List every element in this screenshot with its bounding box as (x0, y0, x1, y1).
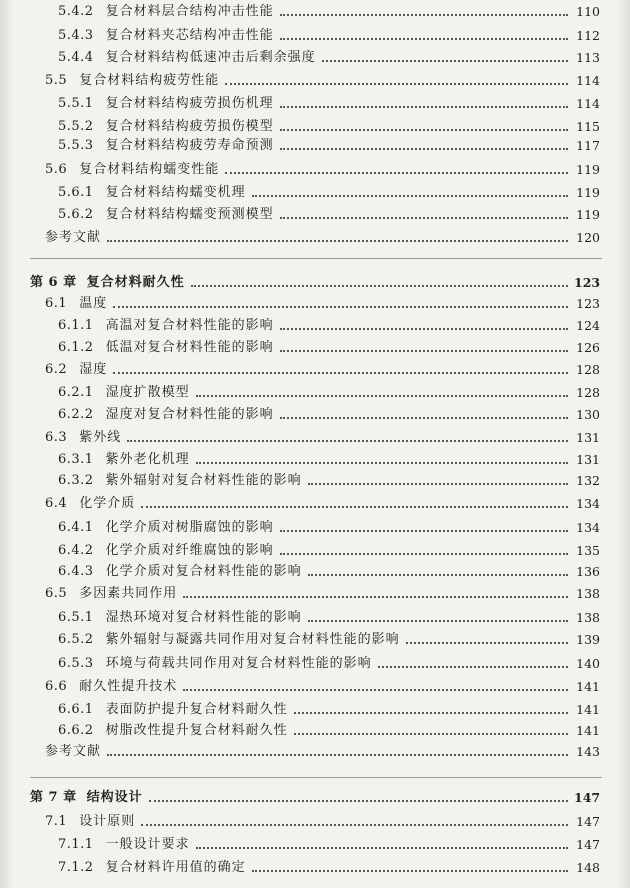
entry-title: 复合材料结构疲劳性能 (79, 73, 220, 88)
page-number: 143 (576, 744, 600, 759)
entry-number: 6.6.1 (58, 702, 94, 717)
toc-entry[interactable] (45, 290, 600, 312)
entry-number: 6.5.1 (58, 610, 94, 625)
dot-leader (113, 372, 568, 374)
entry-title: 表面防护提升复合材料耐久性 (105, 702, 288, 717)
toc-entry[interactable] (58, 717, 600, 739)
entry-title: 化学介质对复合材料性能的影响 (105, 564, 302, 579)
entry-number: 6.4 (45, 496, 68, 511)
toc-entry[interactable] (58, 626, 600, 648)
entry-title: 环境与荷载共同作用对复合材料性能的影响 (105, 656, 372, 671)
entry-number: 5.5 (45, 73, 68, 88)
dot-leader (141, 824, 568, 826)
entry-title: 树脂改性提升复合材料耐久性 (105, 723, 288, 738)
entry-title: 湿度扩散模型 (105, 385, 190, 400)
toc-chapter[interactable] (30, 784, 600, 806)
page-number: 119 (576, 207, 600, 222)
entry-number: 5.4.2 (58, 4, 94, 19)
dot-leader (149, 800, 568, 802)
toc-entry[interactable] (45, 67, 600, 89)
entry-number: 6.1.1 (58, 318, 94, 333)
toc-entry[interactable] (58, 514, 600, 536)
dot-leader (225, 83, 568, 85)
toc-entry[interactable] (58, 379, 600, 401)
entry-number: 5.4.3 (58, 28, 94, 43)
dot-leader (141, 506, 568, 508)
entry-title: 结构设计 (86, 790, 143, 805)
entry-title: 复合材料结构疲劳寿命预测 (105, 138, 274, 153)
dot-leader (113, 306, 568, 308)
dot-leader (280, 530, 568, 532)
dot-leader (196, 395, 568, 397)
entry-number: 6.2.2 (58, 407, 94, 422)
dot-leader (294, 733, 568, 735)
entry-number: 6.3.1 (58, 452, 94, 467)
dot-leader (280, 148, 568, 150)
entry-title: 复合材料耐久性 (86, 275, 185, 290)
entry-number: 6.5 (45, 586, 68, 601)
dot-leader (280, 14, 568, 16)
page-number: 141 (576, 723, 600, 738)
entry-title: 化学介质 (79, 496, 136, 511)
entry-title: 紫外辐射对复合材料性能的影响 (105, 473, 302, 488)
dot-leader (322, 60, 568, 62)
entry-title: 参考文献 (45, 744, 102, 759)
entry-number: 7.1 (45, 814, 68, 829)
toc-entry[interactable] (58, 132, 600, 154)
dot-leader (280, 553, 568, 555)
dot-leader (280, 38, 568, 40)
dot-leader (107, 754, 568, 756)
dot-leader (294, 712, 568, 714)
page-number: 110 (576, 4, 600, 19)
page-number: 128 (576, 385, 600, 400)
entry-title: 紫外辐射与凝露共同作用对复合材料性能的影响 (105, 632, 400, 647)
entry-number: 第 6 章 (30, 275, 77, 290)
entry-number: 第 7 章 (30, 790, 77, 805)
toc-entry[interactable] (45, 808, 600, 830)
entry-title: 湿热环境对复合材料性能的影响 (105, 610, 302, 625)
toc-entry[interactable] (45, 580, 600, 602)
entry-number: 5.5.3 (58, 138, 94, 153)
dot-leader (280, 328, 568, 330)
entry-number: 6.1 (45, 296, 68, 311)
page-number: 141 (576, 679, 600, 694)
page-number: 131 (576, 430, 600, 445)
dot-leader (183, 596, 568, 598)
page-number: 139 (576, 632, 600, 647)
dot-leader (225, 172, 568, 174)
dot-leader (406, 642, 568, 644)
page-number: 134 (576, 520, 600, 535)
page-number: 115 (576, 119, 600, 134)
entry-title: 化学介质对纤维腐蚀的影响 (105, 543, 274, 558)
dot-leader (252, 195, 568, 197)
page-number: 136 (576, 564, 600, 579)
page-number: 123 (576, 296, 600, 311)
entry-title: 多因素共同作用 (79, 586, 178, 601)
entry-number: 6.5.2 (58, 632, 94, 647)
toc-chapter[interactable] (30, 269, 600, 291)
toc-entry[interactable] (58, 201, 600, 223)
dot-leader (308, 483, 568, 485)
entry-title: 复合材料结构低速冲击后剩余强度 (105, 50, 316, 65)
toc-entry[interactable] (45, 156, 600, 178)
entry-number: 6.1.2 (58, 340, 94, 355)
entry-number: 6.5.3 (58, 656, 94, 671)
page-number: 141 (576, 702, 600, 717)
entry-title: 复合材料结构蠕变机理 (105, 185, 246, 200)
page-number: 113 (576, 50, 600, 65)
toc-entry[interactable] (58, 558, 600, 580)
dot-leader (280, 106, 568, 108)
page-number: 128 (576, 362, 600, 377)
entry-number: 6.4.3 (58, 564, 94, 579)
page-number: 147 (576, 837, 600, 852)
dot-leader (252, 870, 568, 872)
entry-number: 5.5.2 (58, 119, 94, 134)
page-number: 131 (576, 452, 600, 467)
toc-entry[interactable] (58, 90, 600, 112)
entry-number: 6.6 (45, 679, 68, 694)
page-number: 135 (576, 543, 600, 558)
entry-number: 6.3.2 (58, 473, 94, 488)
page-number: 119 (576, 162, 600, 177)
page-number: 147 (574, 790, 601, 805)
toc-entry[interactable] (58, 696, 600, 718)
page-number: 119 (576, 185, 600, 200)
dot-leader (196, 462, 568, 464)
dot-leader (280, 417, 568, 419)
toc-entry[interactable] (45, 490, 600, 512)
dot-leader (308, 574, 568, 576)
toc-entry[interactable] (58, 446, 600, 468)
toc-entry[interactable] (58, 22, 600, 44)
toc-entry[interactable] (58, 0, 600, 20)
dot-leader (107, 240, 568, 242)
toc-entry[interactable] (58, 467, 600, 489)
toc-entry[interactable] (45, 673, 600, 695)
dot-leader (196, 847, 568, 849)
page-number: 130 (576, 407, 600, 422)
entry-number: 5.5.1 (58, 96, 94, 111)
dot-leader (280, 350, 568, 352)
toc-entry[interactable] (58, 179, 600, 201)
entry-title: 复合材料许用值的确定 (105, 860, 246, 875)
toc-entry[interactable] (58, 854, 600, 876)
entry-title: 紫外老化机理 (105, 452, 190, 467)
dot-leader (308, 620, 568, 622)
entry-title: 紫外线 (79, 430, 122, 445)
entry-title: 复合材料结构疲劳损伤机理 (105, 96, 274, 111)
dot-leader (280, 217, 568, 219)
toc-entry[interactable] (58, 604, 600, 626)
page-number: 124 (576, 318, 600, 333)
page-number: 114 (576, 96, 600, 111)
page-number: 132 (576, 473, 600, 488)
entry-number: 6.4.2 (58, 543, 94, 558)
entry-number: 6.3 (45, 430, 68, 445)
entry-title: 复合材料结构疲劳损伤模型 (105, 119, 274, 134)
entry-title: 耐久性提升技术 (79, 679, 178, 694)
toc-entry[interactable] (45, 356, 600, 378)
page-number: 117 (576, 138, 600, 153)
entry-number: 6.2 (45, 362, 68, 377)
page-number: 126 (576, 340, 600, 355)
entry-number: 6.2.1 (58, 385, 94, 400)
page-number: 148 (576, 860, 600, 875)
page-number: 112 (576, 28, 600, 43)
entry-number: 5.6 (45, 162, 68, 177)
toc-entry[interactable] (45, 424, 600, 446)
toc-entry[interactable] (58, 312, 600, 334)
toc-entry[interactable] (58, 650, 600, 672)
toc-entry[interactable] (58, 334, 600, 356)
page-number: 123 (574, 275, 601, 290)
entry-title: 一般设计要求 (105, 837, 190, 852)
toc-entry[interactable] (58, 401, 600, 423)
entry-number: 7.1.1 (58, 837, 94, 852)
toc-references[interactable] (45, 738, 600, 760)
toc-references[interactable] (45, 224, 600, 246)
entry-title: 高温对复合材料性能的影响 (105, 318, 274, 333)
page-number: 120 (576, 230, 600, 245)
dot-leader (191, 285, 568, 287)
entry-title: 复合材料结构蠕变性能 (79, 162, 220, 177)
toc-entry[interactable] (58, 537, 600, 559)
dot-leader (183, 689, 568, 691)
page-number: 147 (576, 814, 600, 829)
entry-title: 参考文献 (45, 230, 102, 245)
entry-number: 6.6.2 (58, 723, 94, 738)
entry-title: 设计原则 (79, 814, 136, 829)
entry-title: 化学介质对树脂腐蚀的影响 (105, 520, 274, 535)
page-number: 140 (576, 656, 600, 671)
entry-number: 6.4.1 (58, 520, 94, 535)
entry-number: 5.4.4 (58, 50, 94, 65)
page-number: 114 (576, 73, 600, 88)
entry-title: 复合材料结构蠕变预测模型 (105, 207, 274, 222)
dot-leader (127, 440, 568, 442)
page-number: 138 (576, 586, 600, 601)
entry-number: 5.6.1 (58, 185, 94, 200)
entry-title: 温度 (79, 296, 108, 311)
dot-leader (378, 666, 568, 668)
entry-number: 5.6.2 (58, 207, 94, 222)
entry-number: 7.1.2 (58, 860, 94, 875)
page-number: 138 (576, 610, 600, 625)
entry-title: 湿度 (79, 362, 108, 377)
page-number: 134 (576, 496, 600, 511)
entry-title: 湿度对复合材料性能的影响 (105, 407, 274, 422)
entry-title: 复合材料层合结构冲击性能 (105, 4, 274, 19)
toc-entry[interactable] (58, 831, 600, 853)
entry-title: 复合材料夹芯结构冲击性能 (105, 28, 274, 43)
dot-leader (280, 129, 568, 131)
toc-entry[interactable] (58, 44, 600, 66)
entry-title: 低温对复合材料性能的影响 (105, 340, 274, 355)
